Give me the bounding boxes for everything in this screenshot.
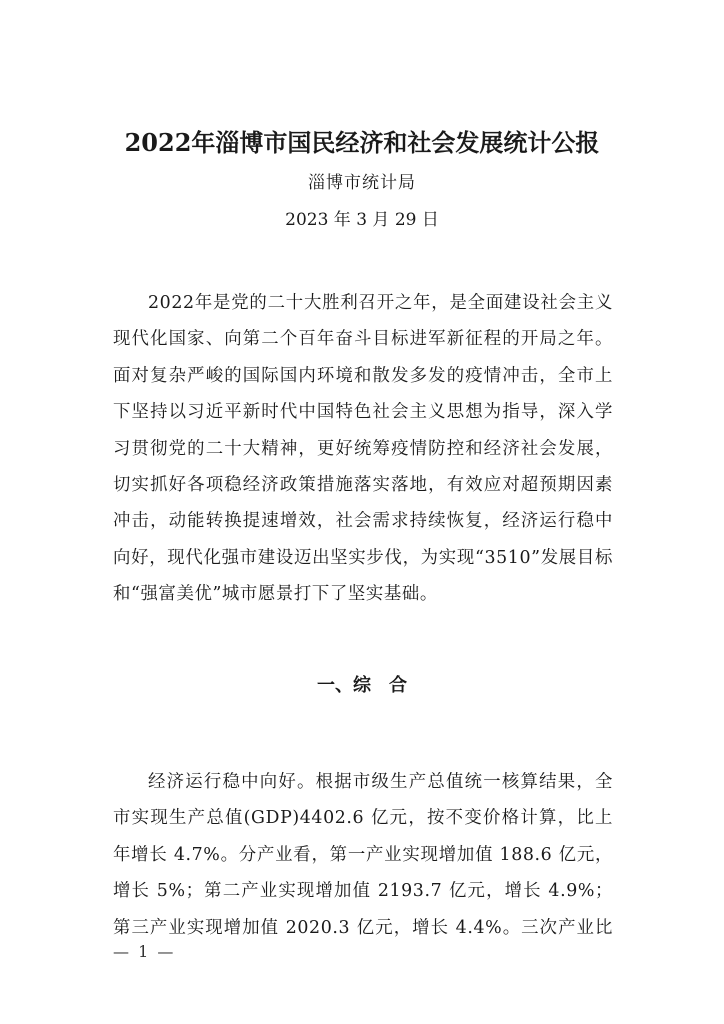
document-author: 淄博市统计局 bbox=[308, 173, 416, 193]
page-number: — 1 — bbox=[113, 942, 176, 961]
intro-paragraph: 2022年是党的二十大胜利召开之年，是全面建设社会主义现代化国家、向第二个百年奋斗目标进军新征程的开局之年。面对复杂严峻的国际国内环境和散发多发的疫情冲击，全市上下坚持以习近平新时代中国特色社会主义思想为指导，深入学习贯彻党的二十大精神，更好统筹疫情防控和经济社会发展，切实抓好各项稳经济政策措施落实落地，有效应对超预期因素冲击，动能转换提速增效，社会需求持续恢复，经济运行稳中向好，现代化强市建设迈出坚实步伐，为实现“3510”发展目标和“强富美优”城市愿景打下了坚实基础。 bbox=[113, 293, 613, 605]
section-heading: 一、综 合 bbox=[317, 675, 407, 696]
section-paragraph: 经济运行稳中向好。根据市级生产总值统一核算结果，全市实现生产总值(GDP)4402.6 亿元，按不变价格计算，比上年增长 4.7%。分产业看，第一产业实现增加值 188.6 亿元，增长 5%；第二产业实现增加值 2193.7 亿元，增长 4.9%；第三产业实现增加值 2020.3 亿元，增长 4.4%。三次产业比 bbox=[113, 772, 613, 938]
document-title: 2022年淄博市国民经济和社会发展统计公报 bbox=[124, 128, 600, 157]
document-date: 2023 年 3 月 29 日 bbox=[285, 210, 439, 230]
